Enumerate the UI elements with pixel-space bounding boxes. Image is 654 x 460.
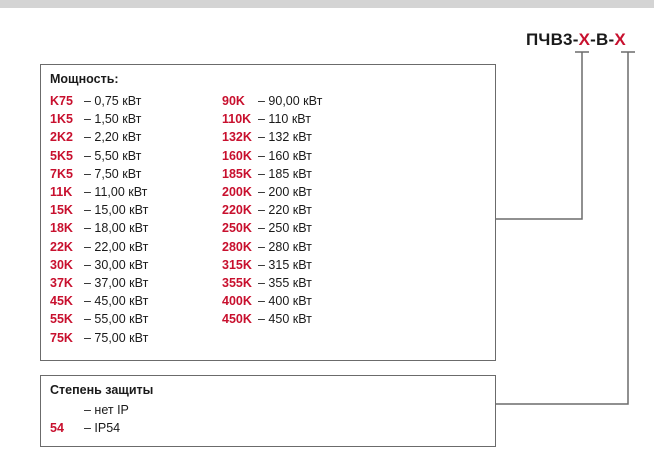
power-option-code: 110K <box>222 112 252 127</box>
power-option-row <box>50 292 148 310</box>
power-option-description: – 280 кВт <box>258 239 312 254</box>
power-option-row <box>222 219 312 237</box>
power-option-code: K75 <box>50 94 73 108</box>
power-option-description: – 5,50 кВт <box>84 148 142 163</box>
power-option-description: – 0,75 кВт <box>84 94 142 108</box>
power-option-code: 200K <box>222 185 252 199</box>
power-option-description: – 185 кВт <box>258 166 312 181</box>
power-option-row <box>50 92 141 110</box>
power-option-row <box>222 292 312 310</box>
protection-option-row <box>50 419 120 437</box>
power-option-description: – 220 кВт <box>258 203 312 218</box>
power-option-code: 220K <box>222 203 252 218</box>
protection-option-row <box>50 401 129 419</box>
power-option-code: 7K5 <box>50 166 73 181</box>
power-option-code: 2K2 <box>50 130 73 145</box>
power-option-row <box>222 165 312 183</box>
power-option-code: 400K <box>222 294 252 309</box>
power-option-code: 1K5 <box>50 112 73 127</box>
power-option-row <box>50 128 141 146</box>
power-option-description: – 7,50 кВт <box>84 166 142 181</box>
power-option-code: 45K <box>50 294 73 309</box>
power-option-row <box>50 310 148 328</box>
power-option-description: – 160 кВт <box>258 148 312 163</box>
power-option-description: – 75,00 кВт <box>84 330 149 345</box>
power-option-row <box>222 128 312 146</box>
power-option-description: – 200 кВт <box>258 185 312 199</box>
power-option-row <box>222 147 312 165</box>
power-option-description: – 1,50 кВт <box>84 112 142 127</box>
power-option-description: – 30,00 кВт <box>84 257 149 272</box>
power-option-row <box>50 274 148 292</box>
power-option-code: 15K <box>50 203 73 218</box>
model-separator: -B- <box>590 30 615 49</box>
protection-title: Степень защиты <box>50 383 154 397</box>
power-option-description: – 22,00 кВт <box>84 239 149 254</box>
power-option-code: 315K <box>222 257 252 272</box>
power-option-description: – 15,00 кВт <box>84 203 149 218</box>
power-option-row <box>50 183 147 201</box>
power-option-row <box>50 238 148 256</box>
power-option-description: – 132 кВт <box>258 130 312 145</box>
power-option-code: 75K <box>50 330 73 345</box>
power-option-code: 250K <box>222 221 252 236</box>
power-option-row <box>222 238 312 256</box>
power-option-code: 37K <box>50 276 73 290</box>
power-option-description: – 18,00 кВт <box>84 221 149 236</box>
power-option-row <box>50 110 141 128</box>
power-option-row <box>50 201 148 219</box>
power-option-description: – 2,20 кВт <box>84 130 142 145</box>
power-option-code: 90K <box>222 94 245 108</box>
power-option-row <box>50 329 148 347</box>
power-option-row <box>222 310 312 328</box>
model-protection-placeholder: X <box>614 30 626 49</box>
protection-option-description: – IP54 <box>84 421 121 435</box>
power-option-code: 11K <box>50 185 73 199</box>
power-option-code: 160K <box>222 148 252 163</box>
power-option-code: 22K <box>50 239 73 254</box>
power-option-description: – 400 кВт <box>258 294 312 309</box>
power-option-row <box>50 147 141 165</box>
power-title: Мощность: <box>50 72 119 86</box>
power-option-code: 30K <box>50 257 73 272</box>
power-option-code: 185K <box>222 166 252 181</box>
power-option-row <box>50 219 148 237</box>
power-option-code: 55K <box>50 312 73 327</box>
power-option-description: – 55,00 кВт <box>84 312 149 327</box>
power-option-code: 355K <box>222 276 252 290</box>
power-option-row <box>50 256 148 274</box>
power-option-row <box>50 165 141 183</box>
power-option-description: – 90,00 кВт <box>258 94 323 108</box>
protection-option-description: – нет IP <box>84 403 129 417</box>
power-option-code: 280K <box>222 239 252 254</box>
power-option-description: – 250 кВт <box>258 221 312 236</box>
power-option-description: – 450 кВт <box>258 312 312 327</box>
power-option-row <box>222 183 312 201</box>
protection-connector <box>496 52 628 404</box>
power-connector <box>496 52 582 219</box>
model-prefix: ПЧВ3- <box>526 30 579 49</box>
power-option-description: – 110 кВт <box>258 112 311 127</box>
power-option-description: – 45,00 кВт <box>84 294 149 309</box>
power-option-description: – 37,00 кВт <box>84 276 149 290</box>
power-option-row <box>222 274 312 292</box>
power-option-code: 450K <box>222 312 252 327</box>
model-power-placeholder: X <box>578 30 591 49</box>
power-option-row <box>222 256 312 274</box>
power-option-row <box>222 92 322 110</box>
power-option-code: 18K <box>50 221 73 236</box>
power-option-description: – 11,00 кВт <box>84 185 148 199</box>
power-option-description: – 355 кВт <box>258 276 312 290</box>
power-option-description: – 315 кВт <box>258 257 312 272</box>
power-option-code: 5K5 <box>50 148 73 163</box>
power-option-row <box>222 110 311 128</box>
power-option-row <box>222 201 312 219</box>
protection-option-code: 54 <box>50 421 64 435</box>
power-option-code: 132K <box>222 130 252 145</box>
